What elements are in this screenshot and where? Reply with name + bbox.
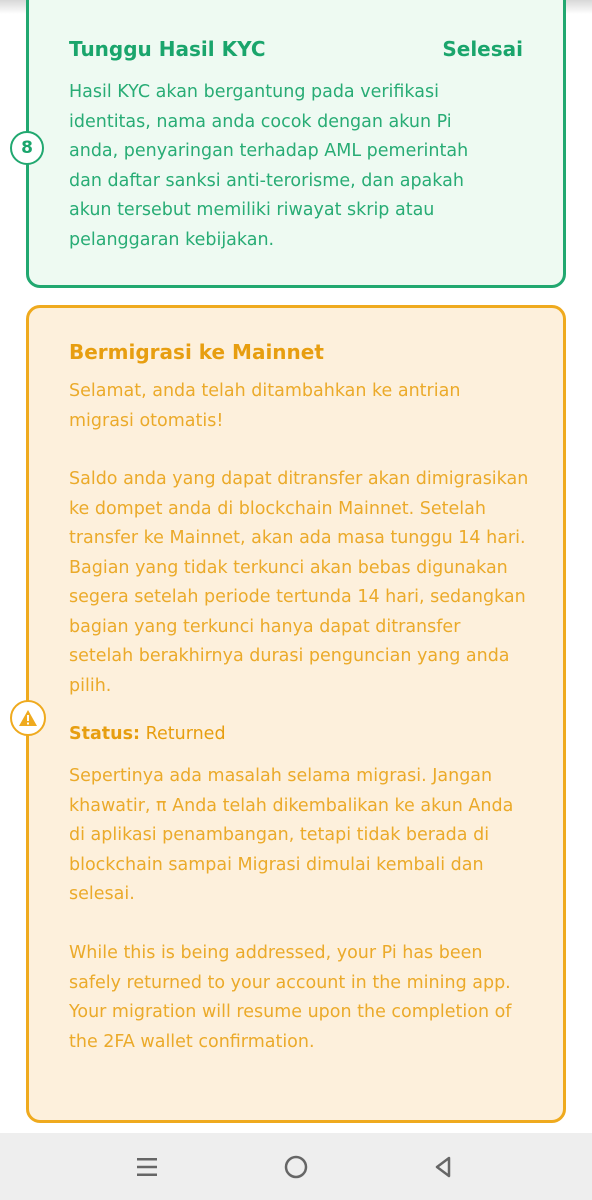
kyc-step-card[interactable] bbox=[26, 0, 566, 288]
back-button[interactable] bbox=[426, 1151, 460, 1183]
kyc-step-title: Tunggu Hasil KYC bbox=[69, 37, 266, 61]
kyc-step-status: Selesai bbox=[442, 37, 523, 61]
home-button[interactable] bbox=[279, 1151, 313, 1183]
migration-step-title: Bermigrasi ke Mainnet bbox=[69, 340, 324, 364]
home-icon bbox=[283, 1154, 309, 1180]
back-icon bbox=[432, 1155, 454, 1179]
migration-resolution-text: While this is being addressed, your Pi has been safely returned to your account in the mining app. Your migration will resume upon the completion of the 2FA wallet confirmation. bbox=[69, 943, 512, 1052]
kyc-step-description: Hasil KYC akan bergantung pada verifikasi identitas, nama anda cocok dengan akun Pi anda, penyaringan terhadap AML pemerintah dan daftar sanksi anti-terorisme, dan apakah akun tersebut memiliki riwayat skrip atau pelanggaran kebijakan. bbox=[69, 82, 469, 250]
migration-status-label: Status: bbox=[69, 724, 141, 744]
migration-status bbox=[69, 724, 226, 744]
warning-icon bbox=[18, 709, 38, 727]
migration-intro-text: Selamat, anda telah ditambahkan ke antrian migrasi otomatis! bbox=[69, 381, 461, 431]
recent-apps-button[interactable] bbox=[130, 1151, 164, 1183]
step-number-badge bbox=[10, 131, 44, 165]
migration-details-text: Saldo anda yang dapat ditransfer akan dimigrasikan ke dompet anda di blockchain Mainnet. Setelah transfer ke Mainnet, akan ada masa tunggu 14 hari. Bagian yang tidak terkunci akan bebas digunakan segera setelah periode tertunda 14 hari, sedangkan bagian yang terkunci hanya dapat ditransfer setelah berakhirnya durasi penguncian yang anda pilih. bbox=[69, 469, 529, 696]
migration-step-card[interactable] bbox=[26, 305, 566, 1123]
migration-problem-text: Sepertinya ada masalah selama migrasi. Jangan khawatir, π Anda telah dikembalikan ke akun Anda di aplikasi penambangan, tetapi tidak berada di blockchain sampai Migrasi dimulai kembali dan selesai. bbox=[69, 766, 514, 904]
menu-icon bbox=[135, 1156, 159, 1178]
step-number: 8 bbox=[21, 138, 33, 158]
warning-badge bbox=[10, 700, 46, 736]
system-navigation-bar bbox=[0, 1133, 592, 1200]
migration-status-value: Returned bbox=[145, 724, 226, 744]
